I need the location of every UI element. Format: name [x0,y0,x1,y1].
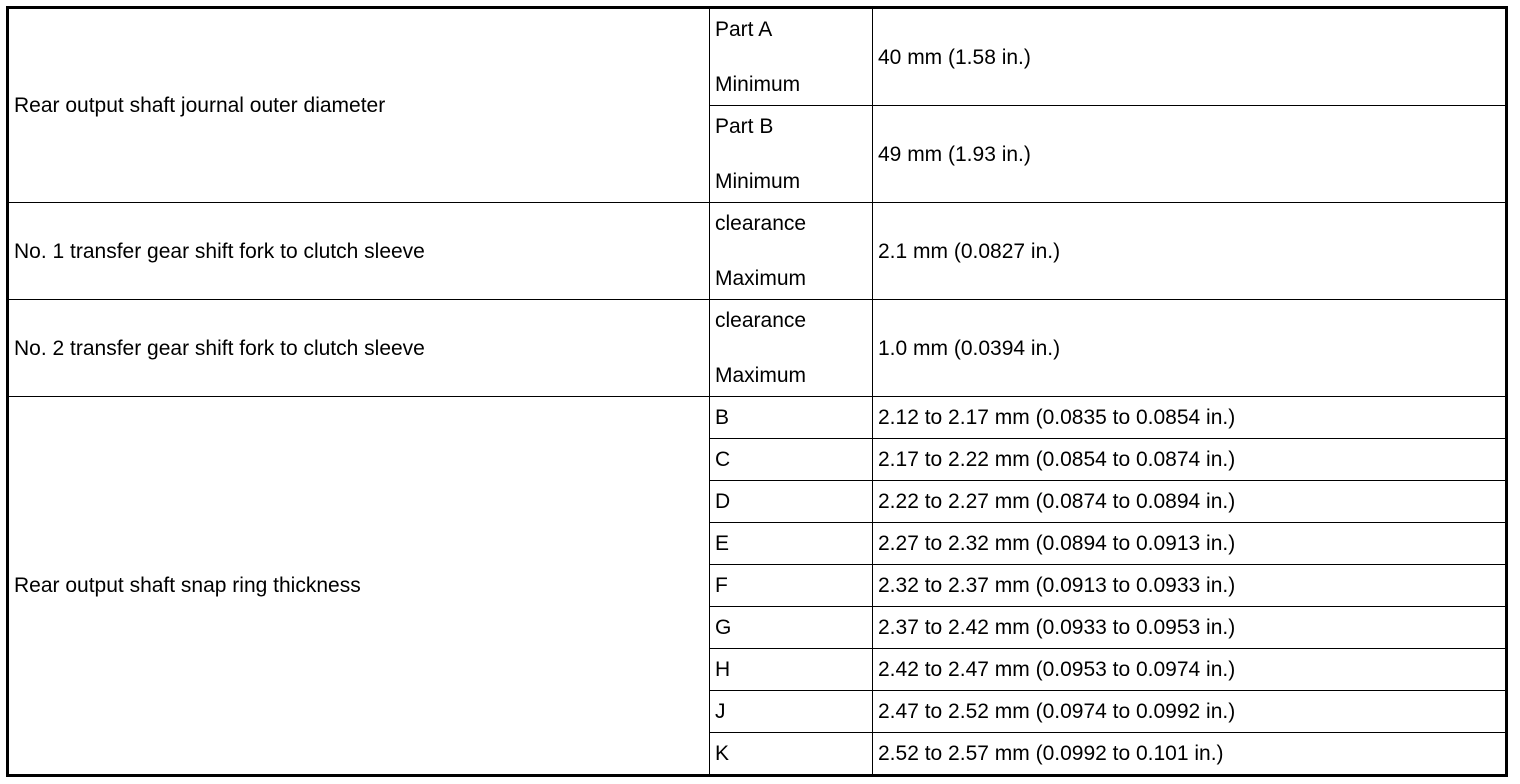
mark-cell: C [710,439,873,481]
value-cell: 49 mm (1.93 in.) [873,106,1507,203]
table-row [8,397,1507,439]
value-cell: 2.1 mm (0.0827 in.) [873,203,1507,300]
table-row [8,300,1507,397]
specification-table [6,6,1508,777]
value-cell: 2.52 to 2.57 mm (0.0992 to 0.101 in.) [873,733,1507,776]
condition-limit: Minimum [715,73,801,96]
value-cell: 2.47 to 2.52 mm (0.0974 to 0.0992 in.) [873,691,1507,733]
item-cell: Rear output shaft snap ring thickness [8,397,710,776]
item-cell: No. 1 transfer gear shift fork to clutch sleeve [8,203,710,300]
value-cell: 2.32 to 2.37 mm (0.0913 to 0.0933 in.) [873,565,1507,607]
condition-limit: Minimum [715,170,801,193]
condition-limit: Maximum [715,267,807,290]
mark-cell: D [710,481,873,523]
value-cell: 2.12 to 2.17 mm (0.0835 to 0.0854 in.) [873,397,1507,439]
value-cell: 2.22 to 2.27 mm (0.0874 to 0.0894 in.) [873,481,1507,523]
mark-cell: E [710,523,873,565]
condition-label: clearance [715,212,807,235]
condition-cell [710,300,873,397]
condition-cell [710,203,873,300]
condition-limit: Maximum [715,364,807,387]
condition-cell [710,8,873,106]
mark-cell: H [710,649,873,691]
value-cell: 1.0 mm (0.0394 in.) [873,300,1507,397]
value-cell: 2.27 to 2.32 mm (0.0894 to 0.0913 in.) [873,523,1507,565]
condition-label: Part A [715,18,773,41]
value-cell: 2.37 to 2.42 mm (0.0933 to 0.0953 in.) [873,607,1507,649]
value-cell: 2.42 to 2.47 mm (0.0953 to 0.0974 in.) [873,649,1507,691]
item-cell: No. 2 transfer gear shift fork to clutch sleeve [8,300,710,397]
mark-cell: G [710,607,873,649]
table-row [8,203,1507,300]
table-row [8,8,1507,106]
mark-cell: J [710,691,873,733]
value-cell: 40 mm (1.58 in.) [873,8,1507,106]
mark-cell: B [710,397,873,439]
condition-label: Part B [715,115,774,138]
condition-label: clearance [715,309,807,332]
condition-cell [710,106,873,203]
mark-cell: F [710,565,873,607]
item-cell: Rear output shaft journal outer diameter [8,8,710,203]
value-cell: 2.17 to 2.22 mm (0.0854 to 0.0874 in.) [873,439,1507,481]
mark-cell: K [710,733,873,776]
